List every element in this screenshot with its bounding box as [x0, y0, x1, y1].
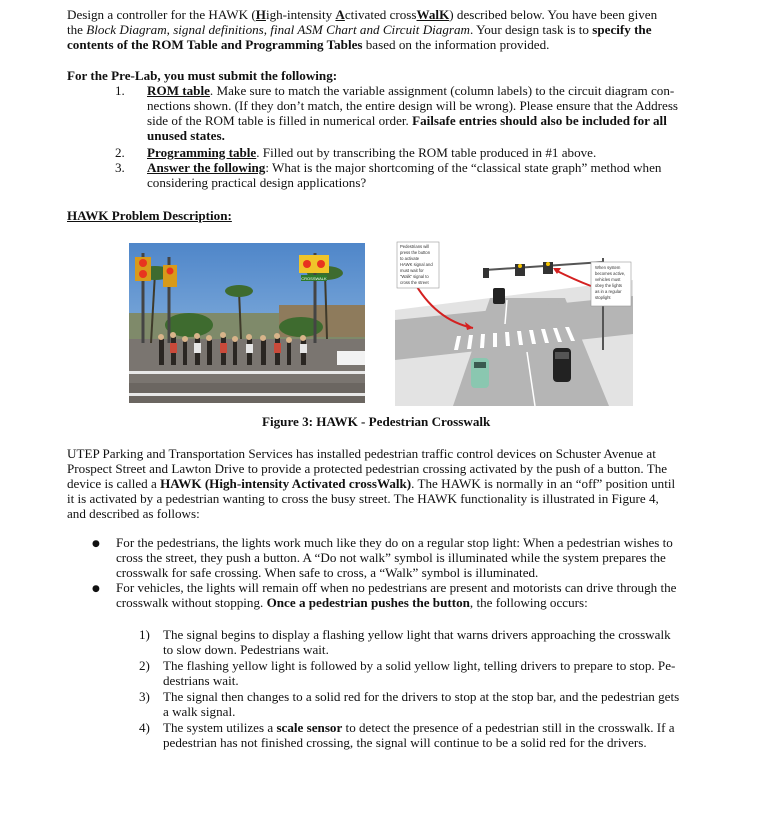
step-line: a walk signal.	[163, 704, 236, 719]
prelab-item-number: 3.	[115, 160, 125, 175]
photo-illustration	[129, 243, 365, 403]
svg-text:obey the lights: obey the lights	[595, 283, 623, 288]
bullet-line: For the pedestrians, the lights work much like they do on a regular stop light: When a pedestrian wishes to	[116, 535, 673, 550]
bullet-line: cross the street, they push a button. A “Do not walk” symbol is illuminated while the system prepares the	[116, 550, 666, 565]
step-line: destrians wait.	[163, 673, 239, 688]
step-number: 3)	[139, 689, 150, 704]
prelab-item-programming-table: Programming table. Filled out by transcribing the ROM table produced in #1 above.	[147, 145, 597, 160]
step-line: The system utilizes a scale sensor to detect the presence of a pedestrian still in the crosswalk. If a	[163, 720, 675, 735]
bullet-line: For vehicles, the lights will remain off when no pedestrians are present and motorists can drive through the	[116, 580, 677, 595]
step-line: pedestrian has not finished crossing, the signal will continue to be a solid red for the drivers.	[163, 735, 647, 750]
intro-line-2: the Block Diagram, signal definitions, final ASM Chart and Circuit Diagram. Your design task is to specify the	[67, 22, 652, 37]
description-line-5: and described as follows:	[67, 506, 200, 521]
step-line: The signal begins to display a flashing yellow light that warns drivers approaching the crosswalk	[163, 627, 671, 642]
svg-text:stoplight: stoplight	[595, 295, 611, 300]
section-title: HAWK Problem Description:	[67, 208, 232, 223]
crosswalk-photo	[129, 243, 365, 403]
prelab-item-text: side of the ROM table is filled in numerical order. Failsafe entries should also be included for all	[147, 113, 667, 128]
prelab-item-text: unused states.	[147, 128, 225, 143]
svg-text:to activate: to activate	[400, 256, 420, 261]
figure-caption: Figure 3: HAWK - Pedestrian Crosswalk	[262, 414, 491, 429]
bullet-line: crosswalk without stopping. Once a pedestrian pushes the button, the following occurs:	[116, 595, 588, 610]
prelab-heading: For the Pre-Lab, you must submit the following:	[67, 68, 338, 83]
hawk-diagram	[395, 240, 633, 406]
hawk-diagram-svg	[395, 240, 633, 406]
svg-text:vehicles must: vehicles must	[595, 277, 621, 282]
step-number: 2)	[139, 658, 150, 673]
step-line: The signal then changes to a solid red for the drivers to stop at the stop bar, and the pedestrian gets	[163, 689, 680, 704]
step-line: The flashing yellow light is followed by a solid yellow light, telling drivers to prepare to stop. Pe-	[163, 658, 676, 673]
svg-text:When system: When system	[595, 265, 621, 270]
prelab-item-number: 1.	[115, 83, 125, 98]
svg-text:press the button: press the button	[400, 250, 431, 255]
intro-line-1: Design a controller for the HAWK (High-intensity Activated crossWalK) described below. You have been given	[67, 7, 658, 22]
prelab-item-rom-table: ROM table. Make sure to match the variable assignment (column labels) to the circuit diagram con-	[147, 83, 675, 98]
svg-text:CROSSWALK: CROSSWALK	[301, 276, 327, 281]
step-number: 1)	[139, 627, 150, 642]
svg-text:“Walk” signal to: “Walk” signal to	[400, 274, 429, 279]
prelab-item-text: nections shown. (If they don’t match, the entire design will be wrong). Please ensure that the Address	[147, 98, 679, 113]
svg-text:must wait for: must wait for	[400, 268, 424, 273]
svg-text:Pedestrians will: Pedestrians will	[400, 244, 430, 249]
intro-line-3: contents of the ROM Table and Programming Tables based on the information provided.	[67, 37, 550, 52]
svg-text:cross the street: cross the street	[400, 280, 429, 285]
svg-text:becomes active,: becomes active,	[595, 271, 626, 276]
description-line-4: it is activated by a pedestrian wanting to cross the busy street. The HAWK functionality is illustrated in Figure 4,	[67, 491, 659, 506]
description-line-3: device is called a HAWK (High-intensity Activated crossWalk). The HAWK is normally in an “off” position until	[67, 476, 676, 491]
bullet-icon: ●	[92, 584, 100, 594]
svg-text:as in a regular: as in a regular	[595, 289, 622, 294]
prelab-item-answer: Answer the following: What is the major shortcoming of the “classical state graph” method when	[147, 160, 662, 175]
description-line-1: UTEP Parking and Transportation Services has installed pedestrian traffic control devices on Schuster Avenue at	[67, 446, 656, 461]
step-number: 4)	[139, 720, 150, 735]
svg-text:HAWK signal and: HAWK signal and	[400, 262, 433, 267]
step-line: to slow down. Pedestrians wait.	[163, 642, 329, 657]
bullet-line: crosswalk for safe crossing. When safe to cross, a “Walk” symbol is illuminated.	[116, 565, 539, 580]
description-line-2: Prospect Street and Lawton Drive to provide a protected pedestrian crossing activated by the push of a button. The	[67, 461, 668, 476]
prelab-item-number: 2.	[115, 145, 125, 160]
prelab-item-text: considering practical design applications?	[147, 175, 367, 190]
bullet-icon: ●	[92, 539, 100, 549]
